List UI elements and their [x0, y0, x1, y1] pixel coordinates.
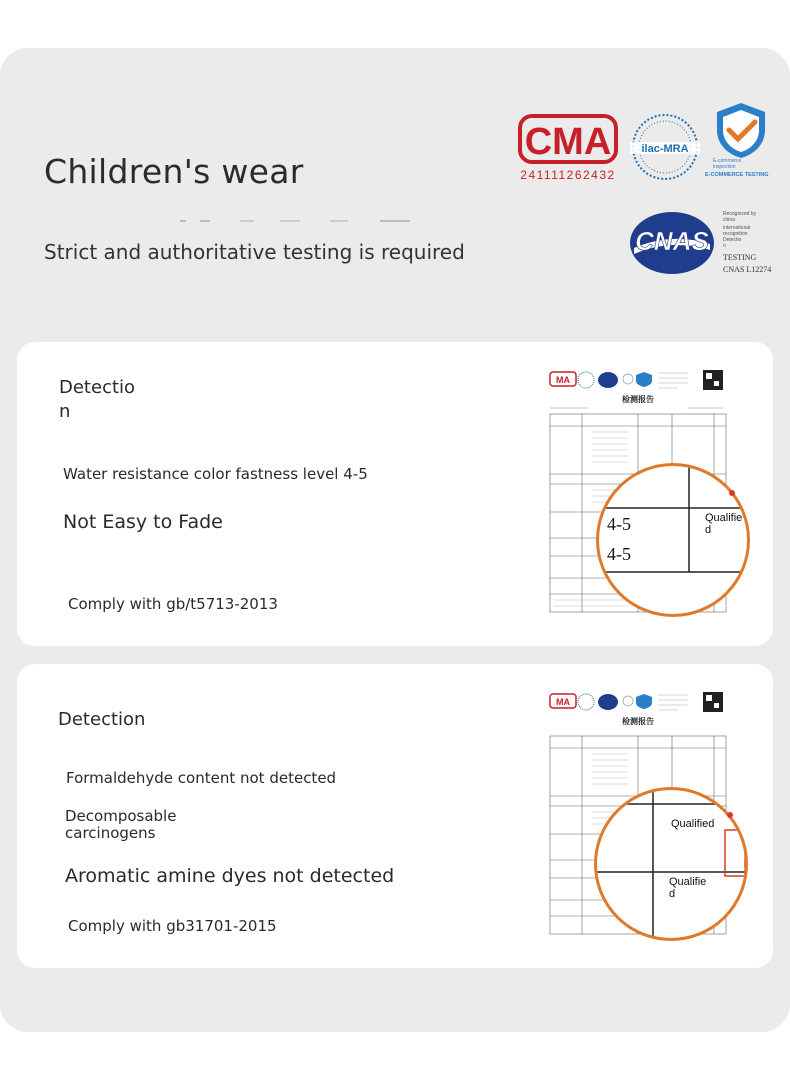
svg-text:MA: MA: [556, 697, 570, 707]
lens1-value-1: 4-5: [607, 514, 631, 534]
magnifier-lens-2: [594, 787, 748, 941]
svg-text:international: international: [723, 225, 751, 231]
svg-text:检测报告: 检测报告: [622, 395, 654, 404]
stamp-mark-icon: [727, 812, 733, 818]
cnas-logo-icon: [628, 208, 778, 278]
card2-standard: Comply with gb31701-2015: [68, 917, 277, 935]
svg-text:Recognized by: Recognized by: [723, 211, 757, 217]
cma-logo-icon: [518, 110, 618, 182]
ecommerce-testing-logo-icon: [705, 100, 777, 178]
faint-text-artifact: [180, 219, 412, 223]
svg-text:inspection: inspection: [713, 164, 736, 170]
card2-line2: Decomposable carcinogens: [65, 807, 177, 842]
lens1-result: Qualifie d: [705, 512, 743, 536]
svg-text:CNAS: CNAS: [635, 226, 709, 256]
svg-text:E-COMMERCE TESTING: E-COMMERCE TESTING: [705, 172, 769, 178]
page-title: Children's wear: [44, 152, 304, 191]
card2-line3: Aromatic amine dyes not detected: [65, 865, 395, 887]
lens2-result-1: Qualified: [671, 818, 715, 830]
magnifier-lens-1: [596, 463, 750, 617]
svg-text:n: n: [723, 243, 726, 249]
card1-heading: Detectio n: [59, 377, 136, 422]
svg-text:CNAS L12274: CNAS L12274: [723, 265, 772, 274]
svg-text:china: china: [723, 217, 735, 223]
lens1-value-2: 4-5: [607, 544, 631, 564]
cma-number: 241111262432: [520, 168, 616, 182]
lens2-result-2: Qualifie d: [669, 876, 707, 900]
cma-logo-text: CMA: [524, 121, 612, 163]
card2-heading: Detection: [58, 709, 146, 730]
svg-text:MA: MA: [556, 375, 570, 385]
card1-standard: Comply with gb/t5713-2013: [68, 595, 278, 613]
card1-line2: Not Easy to Fade: [63, 511, 223, 533]
svg-text:Detectio: Detectio: [723, 237, 742, 243]
ilac-mra-logo-icon: [630, 112, 700, 182]
card2-line1: Formaldehyde content not detected: [66, 769, 337, 787]
svg-text:recognition: recognition: [723, 231, 748, 237]
card1-line1: Water resistance color fastness level 4-5: [63, 465, 368, 483]
page-subtitle: Strict and authoritative testing is required: [44, 240, 465, 264]
svg-text:TESTING: TESTING: [723, 253, 757, 262]
stamp-mark-icon: [729, 490, 735, 496]
ilac-logo-text: ilac-MRA: [641, 143, 689, 155]
svg-text:E-commerce: E-commerce: [713, 158, 742, 164]
svg-text:检测报告: 检测报告: [622, 717, 654, 726]
